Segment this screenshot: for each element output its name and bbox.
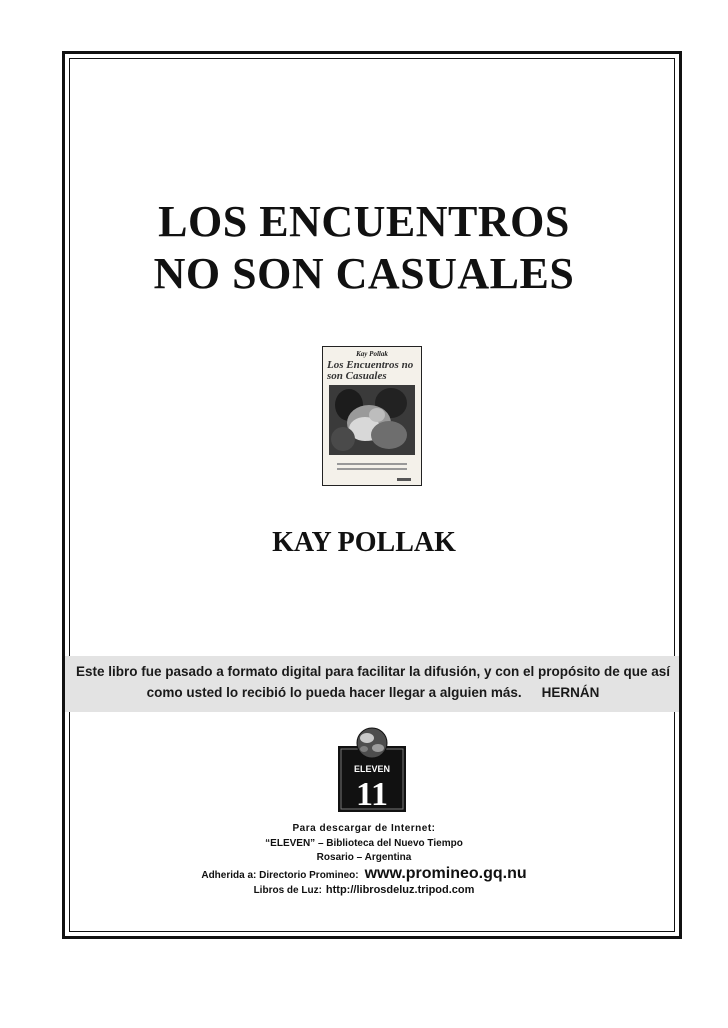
cover-text-line — [337, 463, 407, 465]
cover-photo — [329, 385, 415, 455]
book-cover-image — [322, 346, 422, 486]
cover-author: Kay Pollak — [356, 350, 388, 358]
download-line-1: Para descargar de Internet: — [292, 823, 436, 834]
book-title-line-1: LOS ENCUENTROS — [158, 197, 570, 246]
download-line-3: Rosario – Argentina — [316, 852, 412, 863]
promineo-link[interactable]: www.promineo.gq.nu — [364, 865, 527, 882]
adherida-label: Adherida a: Directorio Promineo: — [201, 870, 359, 881]
logo-number: 11 — [355, 776, 389, 813]
cover-text-line — [337, 468, 407, 470]
author-name: KAY POLLAK — [272, 527, 456, 558]
libros-luz-label: Libros de Luz: — [253, 885, 322, 896]
note-text: Este libro fue pasado a formato digital para facilitar la difusión, y con el propósito de que así como usted lo recibió lo pueda hacer llegar a alguien más. — [75, 664, 671, 700]
book-title-line-2: NO SON CASUALES — [153, 249, 575, 298]
note-signature: HERNÁN — [541, 685, 600, 700]
digitization-note — [68, 661, 678, 703]
cover-publisher-mark — [397, 478, 411, 481]
adherida-row — [0, 865, 728, 883]
cover-title: Los Encuentros no son Casuales — [327, 359, 414, 382]
eleven-logo — [336, 726, 408, 814]
globe-icon — [357, 728, 387, 758]
logo-label: ELEVEN — [353, 764, 391, 774]
download-line-2: “ELEVEN” – Biblioteca del Nuevo Tiempo — [265, 838, 463, 849]
libros-luz-link[interactable]: http://librosdeluz.tripod.com — [325, 884, 475, 896]
libros-luz-row — [0, 884, 728, 896]
